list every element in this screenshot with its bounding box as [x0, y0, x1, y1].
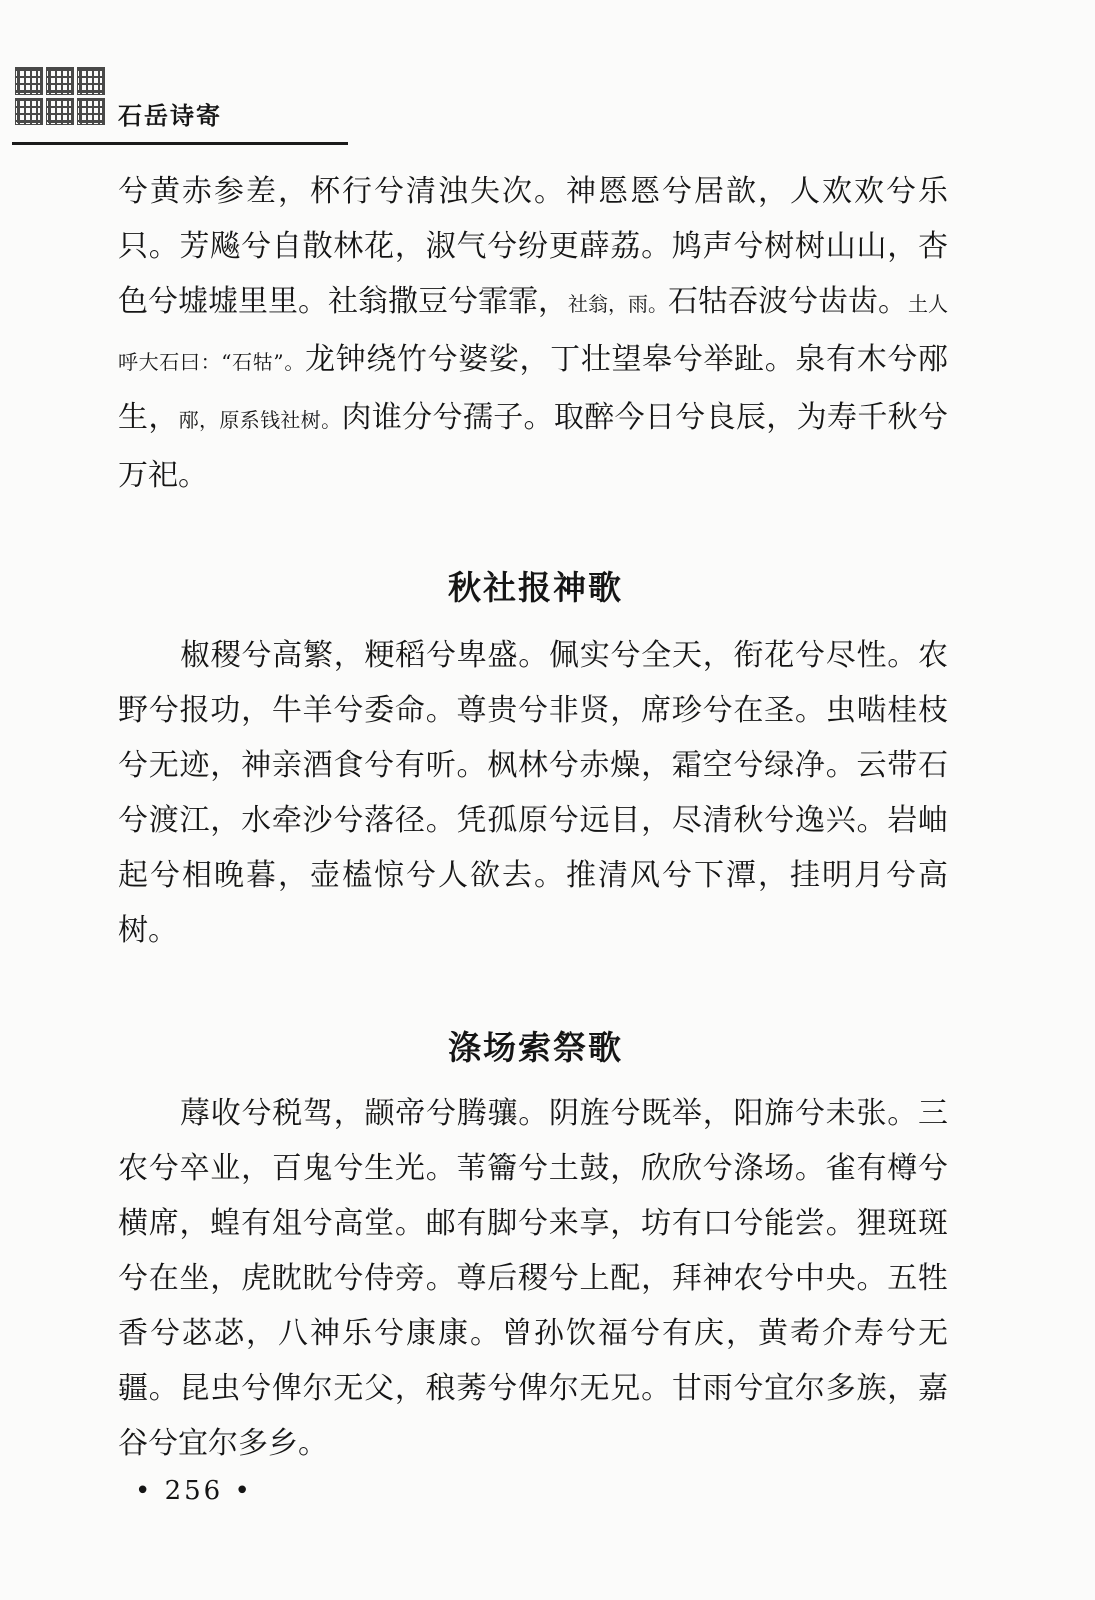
text-run: 肉谁分兮孺子。取醉今日兮良辰，为寿千秋兮万祀。: [118, 400, 949, 493]
poem-continued-paragraph: [118, 164, 948, 503]
header-rule: [12, 142, 348, 145]
inline-note: 社翁，雨。: [568, 292, 668, 316]
text-run: 兮黄赤参差，杯行兮清浊失次。神㥦㥦兮居歆，人欢欢兮乐只。芳飚兮自散林花，淑气兮纷更薜荔。鸠声兮树树山山，杏色兮墟墟里里。社翁撒豆兮霏霏，: [118, 174, 948, 319]
poem-body: 蓐收兮税驾，颛帝兮腾骧。阴旌兮既举，阳旆兮未张。三农兮卒业，百鬼兮生光。苇籥兮土鼓，欣欣兮涤场。雀有樽兮横席，蝗有俎兮高堂。邮有脚兮来享，坊有口兮能尝。狸斑斑兮在坐，虎眈眈兮侍旁。尊后稷兮上配，拜神农兮中央。五牲香兮苾苾，八神乐兮康康。曾孙饮福兮有庆，黄耇介寿兮无疆。昆虫兮俾尔无父，稂莠兮俾尔无兄。甘雨兮宜尔多族，嘉谷兮宜尔多乡。: [118, 1096, 948, 1461]
inline-note: 邴，原系钱社树。: [178, 408, 342, 432]
seal-logo: [12, 64, 108, 128]
poem-title: 涤场索祭歌: [448, 1028, 623, 1067]
text-run: 龙钟绕竹兮婆娑，丁壮望皋兮举趾。泉有木兮邴生，: [118, 342, 948, 435]
inline-note: 土人呼大石曰：“石牯”。: [118, 292, 948, 374]
running-header-title: 石岳诗寄: [118, 102, 222, 130]
text-run: 石牯吞波兮齿齿。: [668, 284, 908, 319]
poem-title: 秋社报神歌: [448, 568, 623, 607]
page-number: • 256 •: [135, 1476, 253, 1506]
poem-body: 椒稷兮高繁，粳稻兮卑盛。佩实兮全天，衔花兮尽性。农野兮报功，牛羊兮委命。尊贵兮非贤，席珍兮在圣。虫啮桂枝兮无迹，神亲酒食兮有听。枫林兮赤燥，霜空兮绿净。云带石兮渡江，水牵沙兮落径。凭孤原兮远目，尽清秋兮逸兴。岩岫起兮相晚暮，壶榼惊兮人欲去。推清风兮下潭，挂明月兮高树。: [118, 638, 948, 948]
